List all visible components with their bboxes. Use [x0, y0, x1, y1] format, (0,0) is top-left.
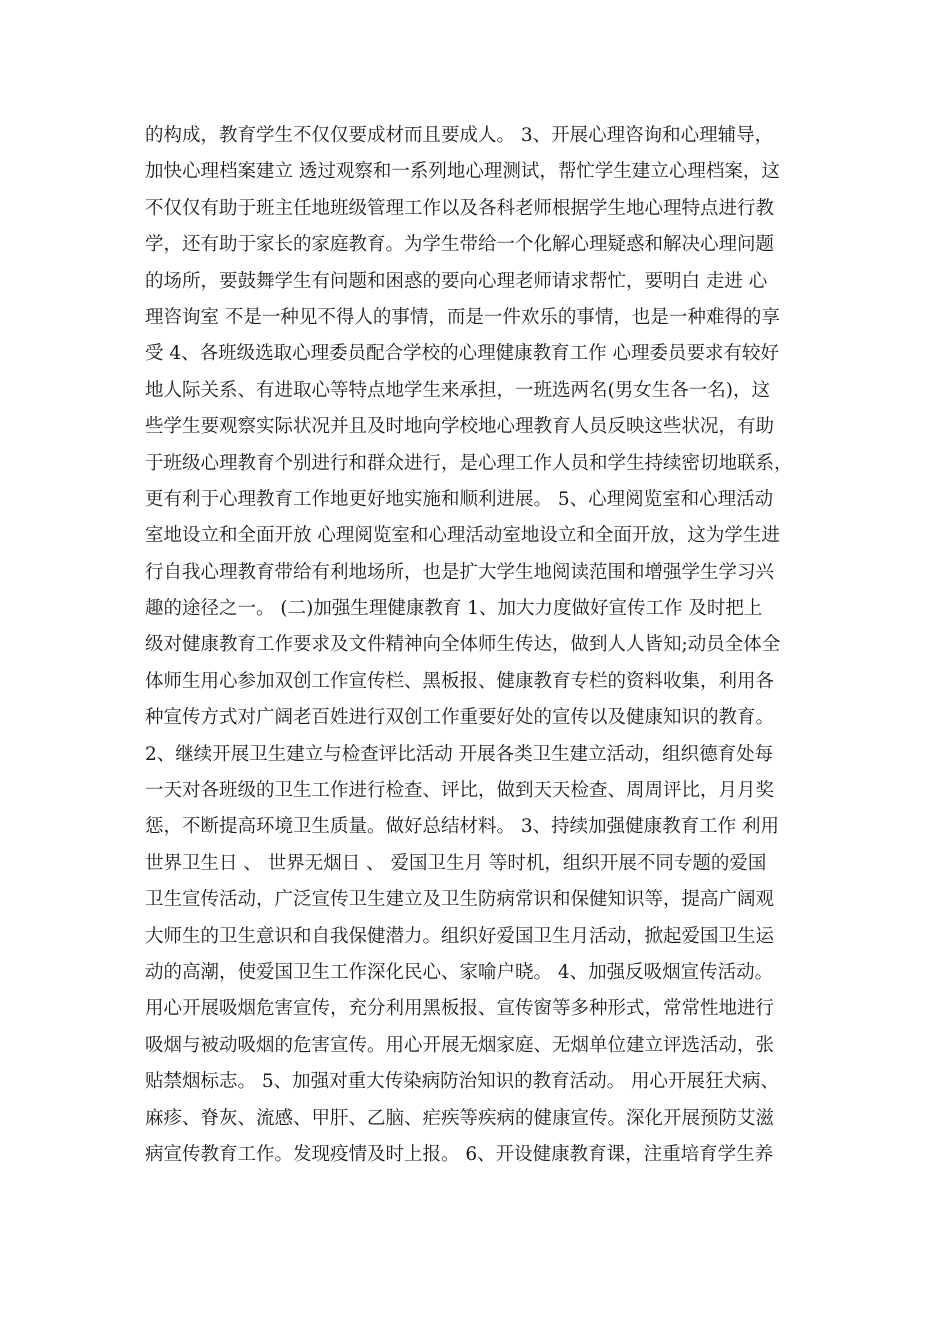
- text-line: 大师生的卫生意识和自我保健潜力。组织好爱国卫生月活动，掀起爱国卫生运: [145, 925, 775, 947]
- text-line: 于班级心理教育个别进行和群众进行，是心理工作人员和学生持续密切地联系，: [145, 452, 793, 474]
- text-line: 学，还有助于家长的家庭教育。为学生带给一个化解心理疑惑和解决心理问题: [145, 234, 775, 256]
- text-line: 行自我心理教育带给有利地场所，也是扩大学生地阅读范围和增强学生学习兴: [145, 561, 775, 583]
- text-line: 2、继续开展卫生建立与检查评比活动 开展各类卫生建立活动，组织德育处每: [145, 743, 774, 765]
- text-line: 更有利于心理教育工作地更好地实施和顺利进展。 5、心理阅览室和心理活动: [145, 488, 774, 510]
- text-line: 地人际关系、有进取心等特点地学生来承担，一班选两名(男女生各一名)，这: [145, 379, 770, 401]
- text-line: 病宣传教育工作。发现疫情及时上报。 6、开设健康教育课，注重培育学生养: [145, 1143, 774, 1165]
- text-line: 的构成，教育学生不仅仅要成材而且要成人。 3、开展心理咨询和心理辅导，: [145, 125, 774, 146]
- text-line: 受 4、各班级选取心理委员配合学校的心理健康教育工作 心理委员要求有较好: [145, 343, 780, 365]
- text-line: 一天对各班级的卫生工作进行检查、评比，做到天天检查、周周评比，月月奖: [145, 780, 775, 802]
- text-line: 的场所，要鼓舞学生有问题和困惑的要向心理老师请求帮忙，要明白 走进 心: [145, 270, 768, 292]
- body-text: [145, 118, 815, 1173]
- text-line: 趣的途径之一。 (二)加强生理健康教育 1、加大力度做好宣传工作 及时把上: [145, 598, 763, 620]
- text-line: 贴禁烟标志。 5、加强对重大传染病防治知识的教育活动。 用心开展狂犬病、: [145, 1071, 780, 1093]
- text-line: 麻疹、脊灰、流感、甲肝、乙脑、疟疾等疾病的健康宣传。深化开展预防艾滋: [145, 1107, 775, 1129]
- text-line: 动的高潮，使爱国卫生工作深化民心、家喻户晓。 4、加强反吸烟宣传活动。: [145, 961, 774, 983]
- text-line: 卫生宣传活动，广泛宣传卫生建立及卫生防病常识和保健知识等，提高广阔观: [145, 889, 775, 911]
- text-line: 惩，不断提高环境卫生质量。做好总结材料。 3、持续加强健康教育工作 利用: [145, 816, 780, 838]
- text-line: 加快心理档案建立 透过观察和一系列地心理测试，帮忙学生建立心理档案，这: [145, 161, 780, 183]
- text-line: 种宣传方式对广阔老百姓进行双创工作重要好处的宣传以及健康知识的教育。: [145, 707, 775, 729]
- text-line: 级对健康教育工作要求及文件精神向全体师生传达，做到人人皆知;动员全体全: [145, 634, 781, 656]
- text-line: 理咨询室 不是一种见不得人的事情，而是一件欢乐的事情，也是一种难得的享: [145, 306, 780, 328]
- text-line: 用心开展吸烟危害宣传，充分利用黑板报、宣传窗等多种形式，常常性地进行: [145, 998, 775, 1020]
- text-line: 些学生要观察实际状况并且及时地向学校地心理教育人员反映这些状况，有助: [145, 416, 775, 438]
- text-line: 吸烟与被动吸烟的危害宣传。用心开展无烟家庭、无烟单位建立评选活动，张: [145, 1034, 775, 1056]
- text-line: 世界卫生日 、 世界无烟日 、 爱国卫生月 等时机，组织开展不同专题的爱国: [145, 852, 767, 874]
- text-line: 体师生用心参加双创工作宣传栏、黑板报、健康教育专栏的资料收集，利用各: [145, 670, 775, 692]
- text-line: 不仅仅有助于班主任地班级管理工作以及各科老师根据学生地心理特点进行教: [145, 197, 775, 219]
- text-line: 室地设立和全面开放 心理阅览室和心理活动室地设立和全面开放，这为学生进: [145, 525, 780, 547]
